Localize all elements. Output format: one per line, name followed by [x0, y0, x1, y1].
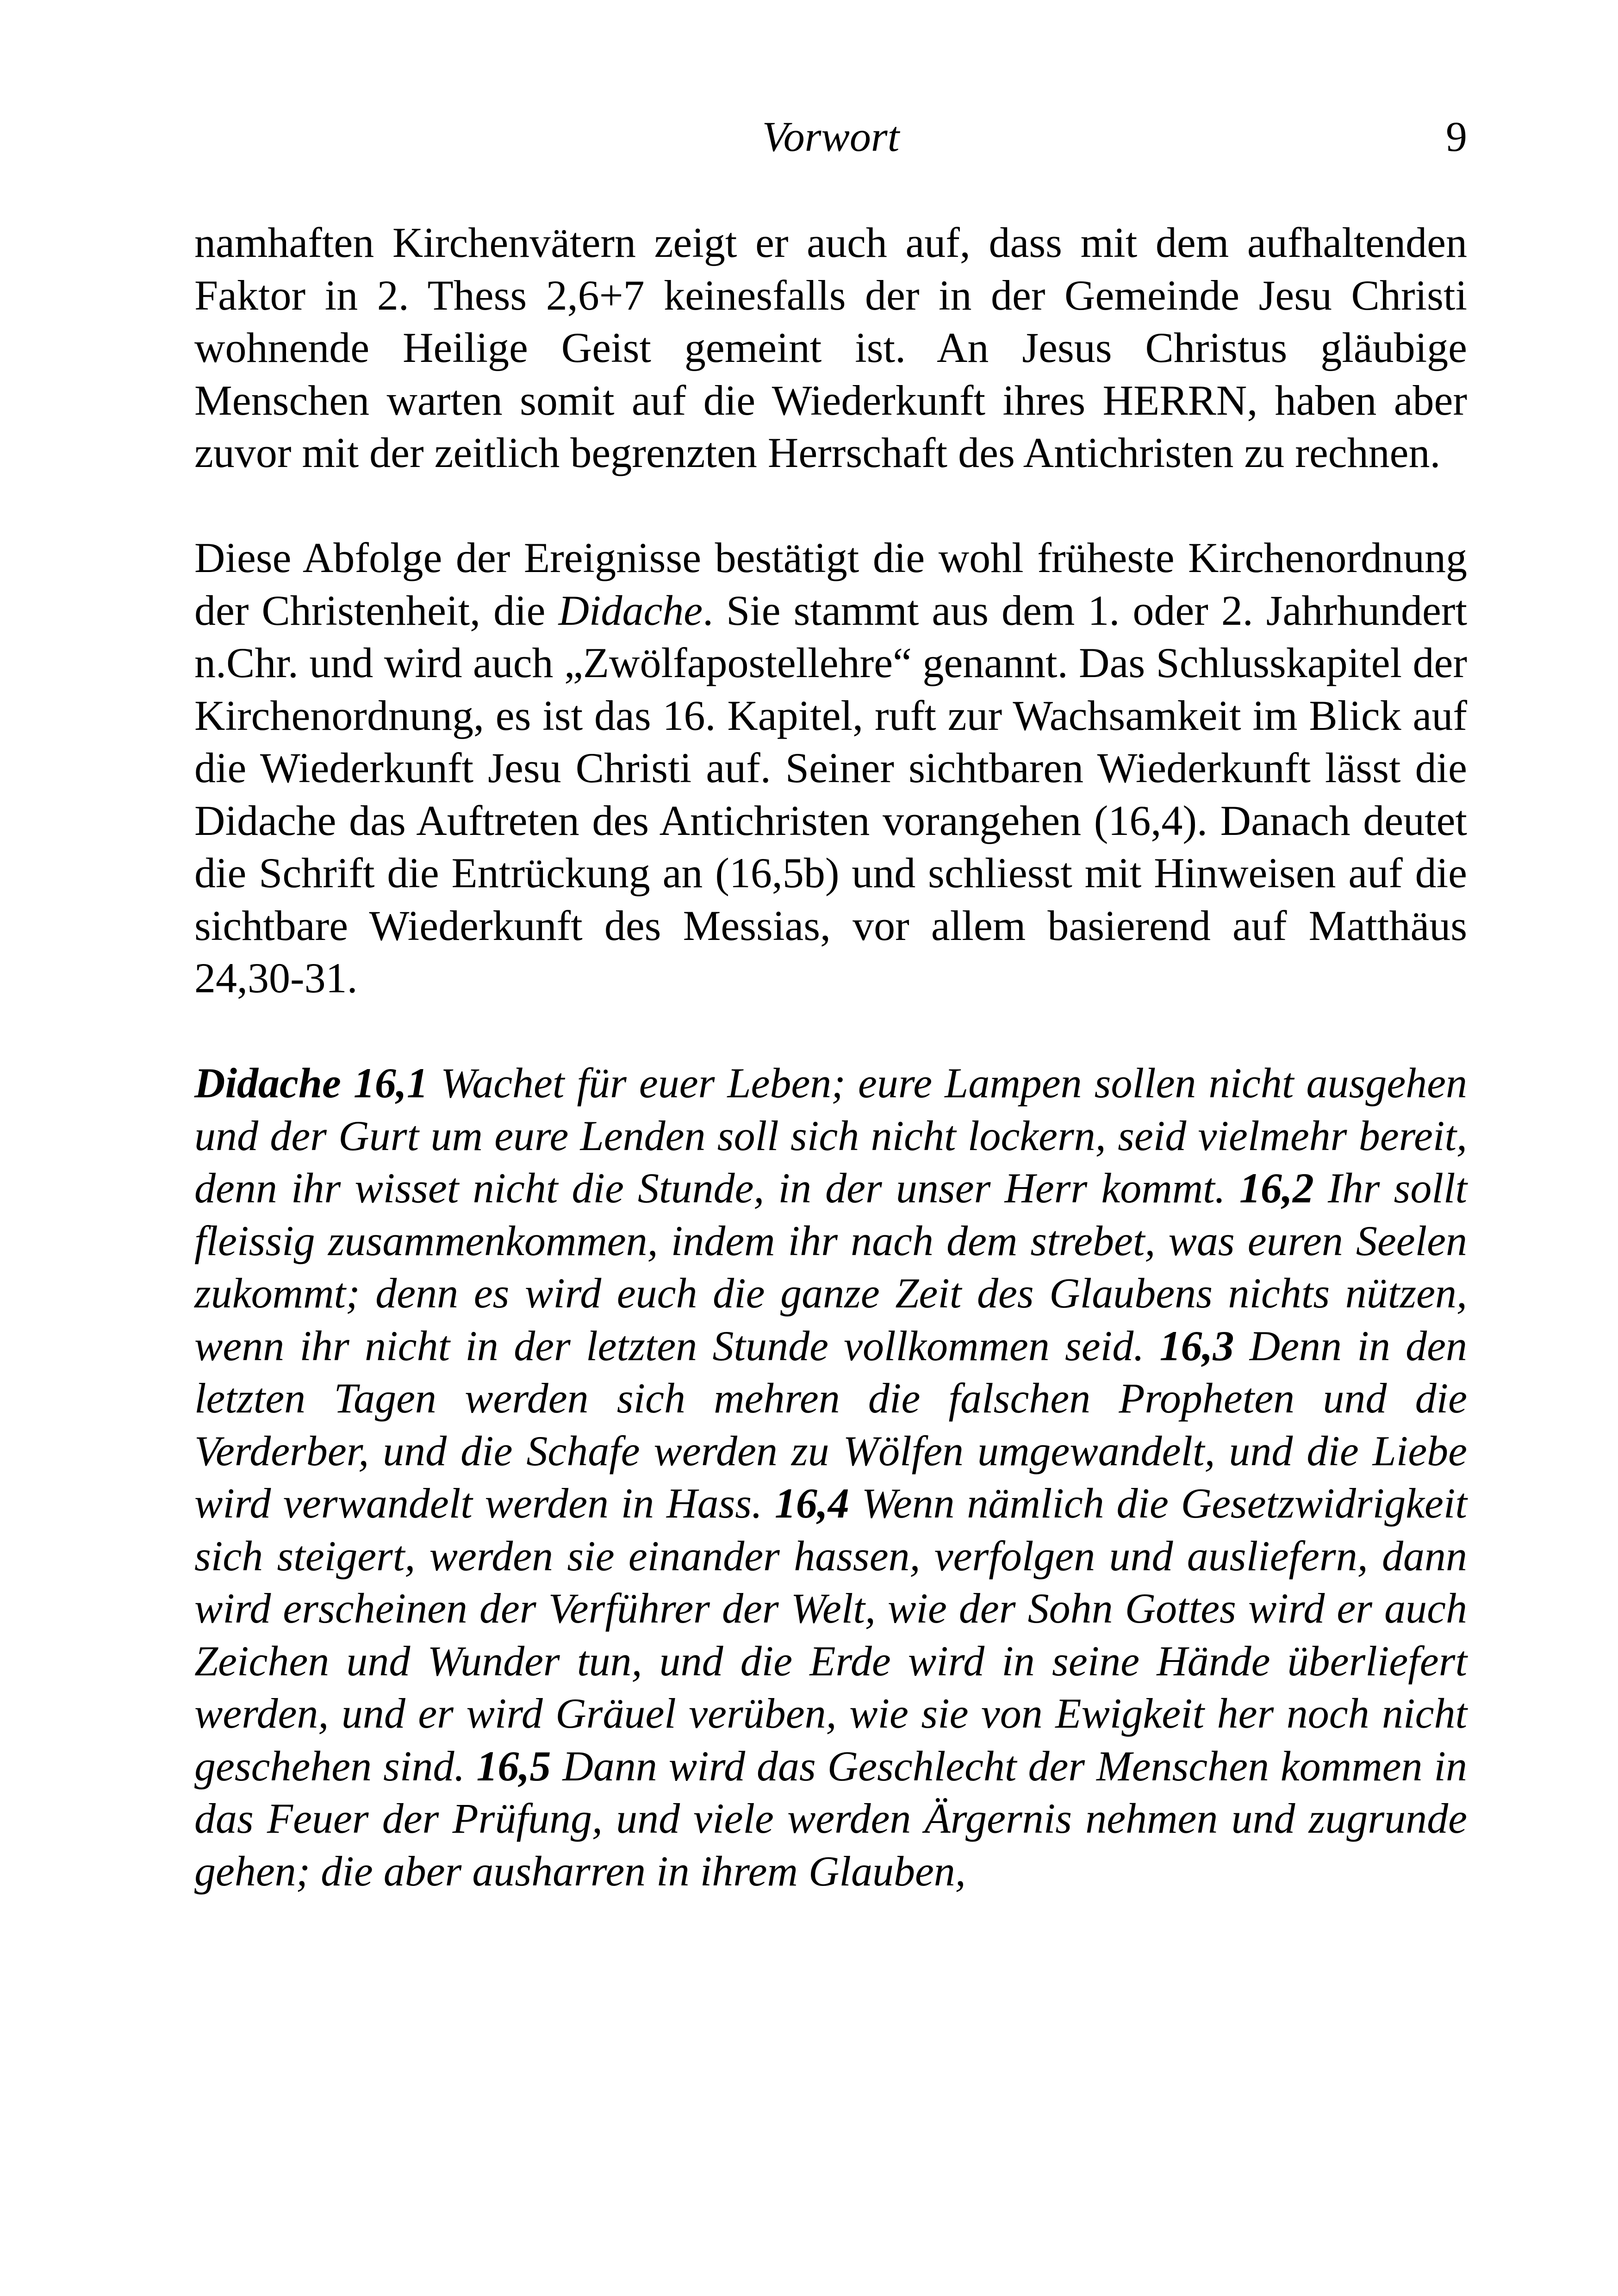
- paragraph-2-part-2: . Sie stammt aus dem 1. oder 2. Jahrhundert n.Chr. und wird auch „Zwölfapostellehre“ genannt. Das Schlusskapitel der Kirchenordnung, es ist das 16. Kapitel, ruft zur Wachsamkeit im Blick auf die Wiederkunft Jesu Christi auf. Seiner sichtbaren Wiederkunft lässt die Didache das Auftreten des Antichristen vorangehen (16,4). Danach deutet die Schrift die Entrückung an (16,5b) und schliesst mit Hinweisen auf die sichtbare Wiederkunft des Messias, vor allem basierend auf Matthäus 24,30-31.: [194, 586, 1468, 1002]
- verse-16-3: Denn in den letzten Tagen werden sich mehren die falschen Propheten und die Verderber, und die Schafe werden zu Wölfen umgewandelt, und die Liebe wird verwandelt werden in Hass.: [194, 1322, 1467, 1527]
- verse-16-5: Dann wird das Geschlecht der Menschen kommen in das Feuer der Prüfung, und viele werden Ärgernis nehmen und zugrunde gehen; die aber ausharren in ihrem Glauben,: [194, 1742, 1467, 1895]
- paragraph-2-part-1: Diese Abfolge der Ereignisse bestätigt die wohl früheste Kirchenordnung der Christenheit, die: [194, 534, 1467, 634]
- didache-quote: [194, 1057, 1467, 1898]
- verse-16-1: Wachet für euer Leben; eure Lampen sollen nicht ausgehen und der Gurt um eure Lenden soll sich nicht lockern, seid vielmehr bereit, denn ihr wisset nicht die Stunde, in der unser Herr kommt.: [194, 1059, 1468, 1212]
- running-header: [194, 111, 1467, 162]
- verse-ref-16-1: Didache 16,1: [194, 1059, 428, 1107]
- verse-ref-16-5: 16,5: [476, 1742, 551, 1790]
- running-title: Vorwort: [762, 113, 900, 160]
- verse-ref-16-2: 16,2: [1239, 1164, 1314, 1212]
- didache-title-word: Didache: [558, 586, 703, 634]
- verse-ref-16-3: 16,3: [1159, 1322, 1234, 1369]
- verse-ref-16-4: 16,4: [774, 1480, 849, 1527]
- page-number: 9: [1446, 113, 1467, 160]
- verse-16-4: Wenn nämlich die Gesetzwidrigkeit sich steigert, werden sie einander hassen, verfolgen und ausliefern, dann wird erscheinen der Verführer der Welt, wie der Sohn Gottes wird er auch Zeichen und Wunder tun, und die Erde wird in seine Hände überliefert werden, und er wird Gräuel verüben, wie sie von Ewigkeit her noch nicht geschehen sind.: [194, 1480, 1467, 1790]
- verse-16-2: Ihr sollt fleissig zusammenkommen, indem ihr nach dem strebet, was euren Seelen zukommt; denn es wird euch die ganze Zeit des Glaubens nichts nützen, wenn ihr nicht in der letzten Stunde vollkommen seid.: [194, 1164, 1467, 1369]
- paragraph-1: namhaften Kirchenvätern zeigt er auch auf, dass mit dem aufhaltenden Faktor in 2. Thess 2,6+7 keinesfalls der in der Gemeinde Jesu Christi wohnende Heilige Geist gemeint ist. An Jesus Christus gläubige Menschen warten somit auf die Wiederkunft ihres HERRN, haben aber zuvor mit der zeitlich begrenzten Herrschaft des Antichristen zu rechnen.: [194, 219, 1467, 476]
- paragraph-2: [194, 532, 1467, 1005]
- body-text: [194, 217, 1467, 1898]
